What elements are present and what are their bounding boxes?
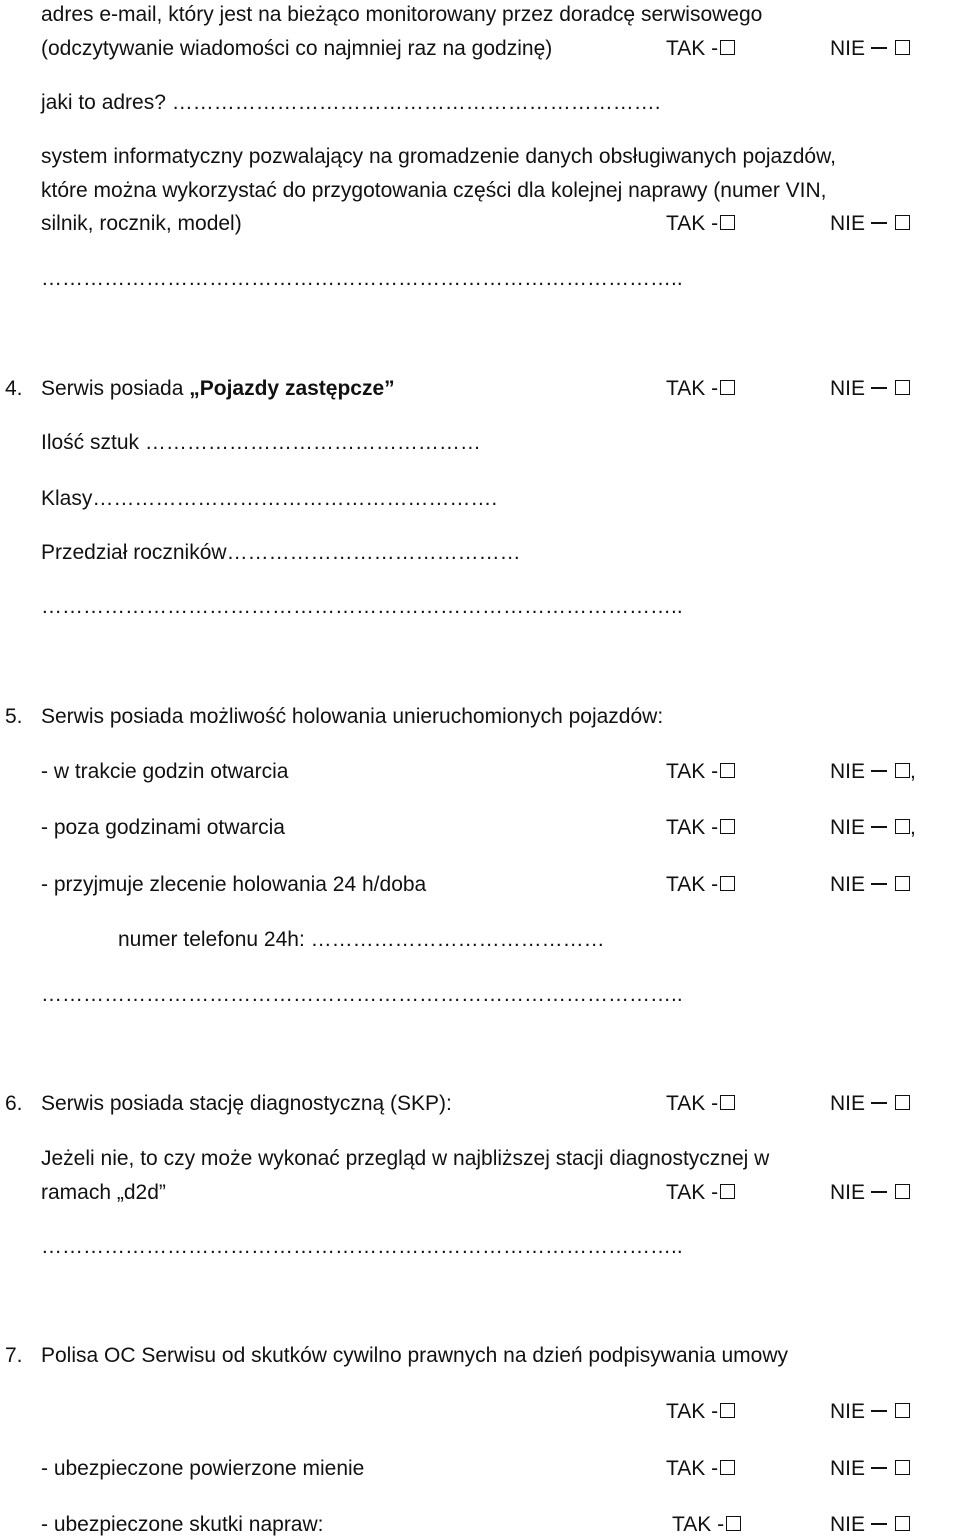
tak-checkbox[interactable] [720, 40, 735, 55]
tak-checkbox[interactable] [720, 1460, 735, 1475]
tak-checkbox[interactable] [720, 380, 735, 395]
system-line-2: które można wykorzystać do przygotowania części dla kolejnej naprawy (numer VIN, [41, 179, 827, 202]
nie-checkbox[interactable] [895, 40, 910, 55]
years-range-field[interactable]: Przedział roczników…………………………………… [41, 541, 521, 564]
towing-open-hours-choice [666, 760, 916, 783]
system-line-3: silnik, rocznik, model) [41, 212, 242, 235]
tak-checkbox[interactable] [726, 1516, 741, 1531]
tak-checkbox[interactable] [720, 876, 735, 891]
dash-icon [871, 883, 887, 885]
section-4-title-bold: „Pojazdy zastępcze” [189, 377, 395, 400]
nie-checkbox[interactable] [895, 1460, 910, 1475]
nie-label: NIE [830, 1513, 866, 1536]
tak-label: TAK - [666, 1457, 719, 1480]
section-6-number: 6. [5, 1092, 23, 1115]
phone-24h-field[interactable]: numer telefonu 24h: …………………………………… [118, 928, 605, 951]
section-4-fill-line[interactable]: ……………………………………………………………………………….. [41, 595, 683, 618]
nie-checkbox[interactable] [895, 380, 910, 395]
section-5-number: 5. [5, 705, 23, 728]
towing-open-hours-label: - w trakcie godzin otwarcia [41, 760, 289, 783]
nie-label: NIE [830, 1092, 866, 1115]
tak-checkbox[interactable] [720, 1403, 735, 1418]
nie-label: NIE [830, 377, 866, 400]
section-7-title: Polisa OC Serwisu od skutków cywilno prawnych na dzień podpisywania umowy [41, 1344, 789, 1367]
system-line-1: system informatyczny pozwalający na gromadzenie danych obsługiwanych pojazdów, [41, 145, 836, 168]
nie-checkbox[interactable] [895, 1403, 910, 1418]
towing-after-hours-label: - poza godzinami otwarcia [41, 816, 285, 839]
section-6-title: Serwis posiada stację diagnostyczną (SKP): [41, 1092, 452, 1115]
d2d-question-line-2: ramach „d2d” [41, 1181, 166, 1204]
nie-label: NIE [830, 212, 866, 235]
nie-checkbox[interactable] [895, 819, 910, 834]
nie-label: NIE [830, 760, 866, 783]
dash-icon [871, 1102, 887, 1104]
section-4-title-text: Serwis posiada [41, 377, 190, 400]
d2d-choice [666, 1181, 866, 1204]
section-5-fill-line[interactable]: ……………………………………………………………………………….. [41, 983, 683, 1006]
email-monitoring-choice [666, 37, 866, 60]
tak-label: TAK - [666, 37, 719, 60]
nie-label: NIE [830, 1457, 866, 1480]
tak-checkbox[interactable] [720, 1184, 735, 1199]
towing-24h-choice [666, 873, 866, 896]
insured-property-choice [666, 1457, 866, 1480]
dash-icon [871, 1523, 887, 1525]
dash-icon [871, 47, 887, 49]
tak-checkbox[interactable] [720, 763, 735, 778]
nie-label: NIE [830, 873, 866, 896]
insured-property-label: - ubezpieczone powierzone mienie [41, 1457, 365, 1480]
section-5-title: Serwis posiada możliwość holowania unieruchomionych pojazdów: [41, 705, 664, 728]
comma: , [910, 816, 916, 839]
tak-label: TAK - [666, 377, 719, 400]
nie-checkbox[interactable] [895, 763, 910, 778]
section-4-title [41, 378, 395, 399]
section-4-number: 4. [5, 377, 23, 400]
insured-repairs-label: - ubezpieczone skutki napraw: [41, 1513, 324, 1536]
intro-line-2: (odczytywanie wiadomości co najmniej raz na godzinę) [41, 37, 553, 60]
quantity-field[interactable]: Ilość sztuk ………………………………………… [41, 431, 481, 454]
tak-checkbox[interactable] [720, 1095, 735, 1110]
tak-label: TAK - [666, 873, 719, 896]
dash-icon [871, 770, 887, 772]
tak-label: TAK - [666, 212, 719, 235]
tak-label: TAK - [666, 1400, 719, 1423]
dash-icon [871, 387, 887, 389]
dash-icon [871, 1467, 887, 1469]
nie-label: NIE [830, 1181, 866, 1204]
tak-checkbox[interactable] [720, 215, 735, 230]
classes-field[interactable]: Klasy…………………………………………………. [41, 487, 498, 510]
towing-after-hours-choice [666, 816, 916, 839]
insured-repairs-choice [672, 1513, 866, 1536]
replacement-cars-choice [666, 377, 866, 400]
nie-checkbox[interactable] [895, 876, 910, 891]
intro-line-1: adres e-mail, który jest na bieżąco monitorowany przez doradcę serwisowego [41, 3, 763, 26]
tak-label: TAK - [666, 816, 719, 839]
oc-policy-choice [666, 1400, 866, 1423]
nie-checkbox[interactable] [895, 1095, 910, 1110]
tak-label: TAK - [666, 760, 719, 783]
nie-label: NIE [830, 37, 866, 60]
tak-checkbox[interactable] [720, 819, 735, 834]
skp-choice [666, 1092, 866, 1115]
tak-label: TAK - [672, 1513, 725, 1536]
comma: , [910, 760, 916, 783]
section-7-number: 7. [5, 1344, 23, 1367]
section-6-fill-line[interactable]: ……………………………………………………………………………….. [41, 1235, 683, 1258]
nie-checkbox[interactable] [895, 215, 910, 230]
nie-label: NIE [830, 816, 866, 839]
nie-label: NIE [830, 1400, 866, 1423]
email-address-field[interactable]: jaki to adres? ……………………………………………………………. [41, 91, 661, 114]
d2d-question-line-1: Jeżeli nie, to czy może wykonać przegląd w najbliższej stacji diagnostycznej w [41, 1147, 770, 1170]
system-choice [666, 212, 866, 235]
nie-checkbox[interactable] [895, 1516, 910, 1531]
dash-icon [871, 222, 887, 224]
dash-icon [871, 1191, 887, 1193]
tak-label: TAK - [666, 1092, 719, 1115]
dash-icon [871, 1410, 887, 1412]
nie-checkbox[interactable] [895, 1184, 910, 1199]
dash-icon [871, 826, 887, 828]
tak-label: TAK - [666, 1181, 719, 1204]
towing-24h-label: - przyjmuje zlecenie holowania 24 h/doba [41, 873, 427, 896]
system-fill-line[interactable]: ……………………………………………………………………………….. [41, 267, 683, 290]
